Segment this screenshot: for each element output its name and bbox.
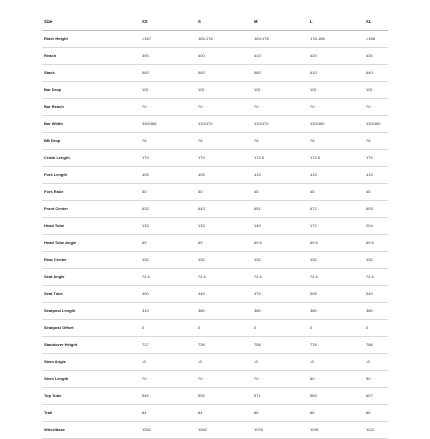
cell-xl: 640 (364, 65, 388, 82)
cell-xs: 310 (140, 303, 196, 320)
cell-m: 380 (252, 303, 308, 320)
cell-l: 80 (308, 371, 364, 388)
cell-xl: 1112 (364, 422, 388, 439)
cell-s: 0 (196, 320, 252, 337)
row-label: Rider Height (42, 31, 140, 48)
cell-xl: 70 (364, 99, 388, 116)
row-label: Seat Tube (42, 286, 140, 303)
cell-l: 45 (308, 184, 364, 201)
header-l: L (308, 14, 364, 31)
cell-xs: 50 (140, 184, 196, 201)
table-row (42, 201, 388, 218)
cell-l: 172.5 (308, 150, 364, 167)
cell-l: 672 (308, 201, 364, 218)
geometry-table (42, 14, 388, 439)
table-row (42, 337, 388, 354)
row-label: Top Tube (42, 388, 140, 405)
row-label: Head Tube Angle (42, 235, 140, 252)
row-label: Front Center (42, 201, 140, 218)
cell-l: 86 (308, 405, 364, 422)
cell-xl: 380 (364, 303, 388, 320)
row-label: Bar Drop (42, 82, 140, 99)
cell-m: 410/479 (252, 116, 308, 133)
cell-xl: 69.5 (364, 235, 388, 252)
table-row (42, 252, 388, 269)
cell-m: 410 (252, 48, 308, 65)
cell-m: 86 (252, 405, 308, 422)
cell-xs: 74.5 (140, 269, 196, 286)
header-xs: XS (140, 14, 196, 31)
cell-s: 445 (196, 286, 252, 303)
cell-m: 70 (252, 99, 308, 116)
table-row (42, 116, 388, 133)
cell-xs: 633 (140, 201, 196, 218)
cell-s: 736 (196, 337, 252, 354)
table-row (42, 184, 388, 201)
cell-m: 70 (252, 371, 308, 388)
cell-xs: <167 (140, 31, 196, 48)
cell-xl: -8 (364, 354, 388, 371)
row-label: Seatpost Length (42, 303, 140, 320)
cell-m: 140 (252, 218, 308, 235)
cell-xs: 70 (140, 99, 196, 116)
cell-l: 76 (308, 133, 364, 150)
cell-s: 410/479 (196, 116, 252, 133)
cell-xs: 405 (140, 167, 196, 184)
cell-m: 169-178 (252, 31, 308, 48)
cell-l: 778 (308, 337, 364, 354)
geometry-sheet (42, 14, 388, 439)
cell-xs: 390 (140, 48, 196, 65)
cell-l: 0 (308, 320, 364, 337)
cell-m: 69.5 (252, 235, 308, 252)
cell-s: 50 (196, 184, 252, 201)
header-m: M (252, 14, 308, 31)
cell-xs: 1052 (140, 422, 196, 439)
cell-m: 651 (252, 201, 308, 218)
cell-m: 115 (252, 82, 308, 99)
cell-l: 172 (308, 218, 364, 235)
cell-xl: 90 (364, 371, 388, 388)
cell-s: 555 (196, 388, 252, 405)
cell-xs: 0 (140, 320, 196, 337)
cell-s: 115 (196, 82, 252, 99)
cell-m: 415 (252, 167, 308, 184)
cell-xs: 390/468 (140, 116, 196, 133)
cell-s: 84 (196, 405, 252, 422)
cell-l: 420 (308, 48, 364, 65)
cell-l: 430 (308, 252, 364, 269)
cell-xs: 170 (140, 150, 196, 167)
cell-s: 70 (196, 371, 252, 388)
cell-xs: -8 (140, 354, 196, 371)
cell-m: 475 (252, 286, 308, 303)
cell-m: 74.5 (252, 269, 308, 286)
header-xl: XL (364, 14, 388, 31)
row-label: Crank Length (42, 150, 140, 167)
header-size: Size (42, 14, 140, 31)
table-row (42, 31, 388, 48)
cell-l: 589 (308, 388, 364, 405)
row-label: Seatpost Offset (42, 320, 140, 337)
table-row (42, 82, 388, 99)
table-row (42, 371, 388, 388)
table-row (42, 218, 388, 235)
table-row (42, 235, 388, 252)
cell-l: 69.5 (308, 235, 364, 252)
cell-m: 1076 (252, 422, 308, 439)
cell-s: 1062 (196, 422, 252, 439)
cell-l: 70 (308, 99, 364, 116)
cell-xl: 0 (364, 320, 388, 337)
row-label: Reach (42, 48, 140, 65)
cell-xs: 560 (140, 65, 196, 82)
table-row (42, 150, 388, 167)
cell-s: 70 (196, 99, 252, 116)
cell-m: 45 (252, 184, 308, 201)
table-row (42, 65, 388, 82)
cell-xs: 69 (140, 235, 196, 252)
cell-xl: >188 (364, 31, 388, 48)
row-label: Bar Reach (42, 99, 140, 116)
cell-l: 74.5 (308, 269, 364, 286)
cell-l: 505 (308, 286, 364, 303)
table-row (42, 422, 388, 439)
cell-s: 380 (196, 303, 252, 320)
cell-xl: 430 (364, 48, 388, 65)
header-s: S (196, 14, 252, 31)
cell-m: 172.5 (252, 150, 308, 167)
cell-xl: 204 (364, 218, 388, 235)
table-row (42, 388, 388, 405)
cell-xs: 84 (140, 405, 196, 422)
row-label: Fork Length (42, 167, 140, 184)
cell-xs: 545 (140, 388, 196, 405)
row-label: Wheelbase (42, 422, 140, 439)
cell-xl: 45 (364, 184, 388, 201)
cell-s: 74.5 (196, 269, 252, 286)
cell-xs: 115 (140, 82, 196, 99)
cell-l: -8 (308, 354, 364, 371)
row-label: Stack (42, 65, 140, 82)
cell-xl: 693 (364, 201, 388, 218)
cell-m: -8 (252, 354, 308, 371)
cell-l: 415 (308, 167, 364, 184)
cell-m: 76 (252, 133, 308, 150)
cell-xl: 175 (364, 150, 388, 167)
table-row (42, 269, 388, 286)
cell-l: 610 (308, 65, 364, 82)
cell-m: 571 (252, 388, 308, 405)
table-row (42, 133, 388, 150)
cell-xs: 430 (140, 252, 196, 269)
cell-xl: 74.5 (364, 269, 388, 286)
row-label: Stem Angle (42, 354, 140, 371)
cell-l: 176-186 (308, 31, 364, 48)
row-label: Standover Height (42, 337, 140, 354)
cell-s: 133 (196, 218, 252, 235)
cell-m: 758 (252, 337, 308, 354)
cell-s: 430 (196, 252, 252, 269)
cell-s: 400 (196, 48, 252, 65)
table-row (42, 286, 388, 303)
row-label: Rear Center (42, 252, 140, 269)
cell-xl: 607 (364, 388, 388, 405)
cell-s: 69 (196, 235, 252, 252)
row-label: Stem Length (42, 371, 140, 388)
cell-xl: 430 (364, 252, 388, 269)
cell-xs: 727 (140, 337, 196, 354)
table-row (42, 167, 388, 184)
row-label: Trail (42, 405, 140, 422)
cell-m: 0 (252, 320, 308, 337)
table-body (42, 31, 388, 439)
table-row (42, 320, 388, 337)
cell-xl: 540 (364, 286, 388, 303)
cell-l: 430/489 (308, 116, 364, 133)
cell-s: 170 (196, 150, 252, 167)
table-header-row (42, 14, 388, 31)
cell-s: -8 (196, 354, 252, 371)
cell-xl: 415 (364, 167, 388, 184)
row-label: Bar Width (42, 116, 140, 133)
cell-s: 643 (196, 201, 252, 218)
cell-xs: 70 (140, 371, 196, 388)
row-label: Fork Rake (42, 184, 140, 201)
table-row (42, 99, 388, 116)
cell-xl: 86 (364, 405, 388, 422)
cell-xs: 400 (140, 286, 196, 303)
cell-s: 560 (196, 65, 252, 82)
cell-s: 165-176 (196, 31, 252, 48)
cell-s: 76 (196, 133, 252, 150)
row-label: BB Drop (42, 133, 140, 150)
cell-m: 580 (252, 65, 308, 82)
cell-l: 115 (308, 82, 364, 99)
row-label: Head Tube (42, 218, 140, 235)
cell-s: 405 (196, 167, 252, 184)
cell-xl: 76 (364, 133, 388, 150)
cell-m: 430 (252, 252, 308, 269)
cell-l: 1091 (308, 422, 364, 439)
cell-xs: 133 (140, 218, 196, 235)
cell-xl: 786 (364, 337, 388, 354)
cell-xl: 115 (364, 82, 388, 99)
cell-xl: 430/489 (364, 116, 388, 133)
table-row (42, 405, 388, 422)
row-label: Seat Angle (42, 269, 140, 286)
cell-xs: 76 (140, 133, 196, 150)
table-row (42, 48, 388, 65)
cell-l: 380 (308, 303, 364, 320)
table-row (42, 354, 388, 371)
table-row (42, 303, 388, 320)
